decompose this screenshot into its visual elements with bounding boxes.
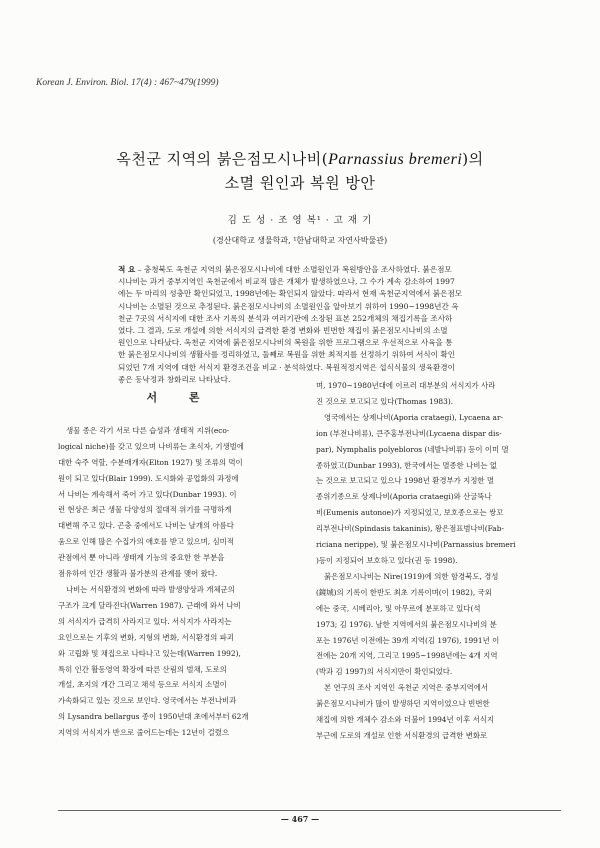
paragraph-line: 의 서식지가 급격히 사라지고 있다. 서식지가 사라지는 <box>58 616 232 626</box>
body-column-right <box>316 378 561 744</box>
paragraph-line: 의 Lysandra bellargus 종이 1950년대 초에서부터 62개 <box>58 712 249 722</box>
paragraph-line: 는 것으로 보고되고 있으나 1998년 환경부가 지정한 멸 <box>316 476 495 486</box>
paragraph-line: 비(Eumenis autonoe)가 지정되었고, 보호종으로는 쌍꼬 <box>316 508 504 518</box>
abstract-line: 한 붉은점모시나비의 생활사를 정리하였고, 둘째로 복원을 위한 최적지를 선정하기 위하여 서식이 확인 <box>118 350 456 360</box>
paragraph-line: 리부전나비(Spindasis takaninis), 왕은점표범나비(Fab- <box>316 524 504 534</box>
abstract-line: 였다. 그 결과, 도로 개설에 의한 서식지의 급격한 환경 변화와 빈번한 채집이 붉은점모시나비의 소멸 <box>118 326 448 336</box>
paragraph-line: 요인으로는 기후의 변화, 지형의 변화, 서식환경의 파괴 <box>58 632 234 642</box>
author-list: 김 도 성 · 조 영 복¹ · 고 재 기 <box>227 215 373 226</box>
journal-citation: Korean J. Environ. Biol. 17(4) : 467~479(1999) <box>36 78 219 88</box>
paragraph-line: par), Nymphalis polyebloros (네발나비류) 등이 이미 멸 <box>316 444 509 454</box>
title-latin-name: Parnassius bremeri <box>328 151 463 168</box>
footer-rule <box>58 810 561 811</box>
paragraph-line: 에는 중국, 시베리아, 및 아무르에 분포하고 있다(석 <box>316 603 481 613</box>
paragraph-line: 채집에 의한 개체수 감소와 더불어 1994년 이후 서식지 <box>316 715 495 725</box>
paragraph-line: 전에는 20개 지역, 그리고 1995~1998년에는 4개 지역 <box>316 651 498 661</box>
section-heading: 서 론 <box>146 391 214 404</box>
abstract-line: 원인으로 나타났다. 옥천군 지역에 붉은점모시나비의 복원을 위한 프로그램으로 우선적으로 사육을 통 <box>118 338 453 348</box>
abstract-label: 적 요 <box>118 265 136 274</box>
abstract-line: 에는 두 마리의 성충만 확인되었고, 1998년에는 확인되지 않았다. 따라서 현재 옥천군지역에서 붉은점모 <box>118 289 463 299</box>
page-number: — 467 — <box>280 814 320 824</box>
paragraph-line: 진 것으로 보고되고 있다(Thomas 1983). <box>316 396 454 406</box>
paragraph-line: 움으로 인해 많은 수집가의 애호를 받고 있으며, 심미적 <box>58 537 234 547</box>
paragraph-line: 구조가 크게 달라진다(Warren 1987). 근래에 와서 나비 <box>58 600 241 610</box>
paragraph-line: 영국에서는 상제나비(Aporia crataegi), Lycaena ar- <box>324 412 503 422</box>
paragraph-line: 와 고립화 및 채집으로 나타나고 있는데(Warren 1992), <box>58 648 241 658</box>
paragraph-line: 개설, 초지의 개간 그리고 채석 등으로 서식지 소멸이 <box>58 680 227 690</box>
paragraph-line: (박과 김 1997)의 서식지만이 확인되었다. <box>316 667 453 677</box>
affiliation: (경산대학교 생물학과, ¹한남대학교 자연사박물관) <box>212 236 388 245</box>
paragraph-line: 나비는 서식환경의 변화에 따라 발생양상과 개체군의 <box>66 584 235 594</box>
paragraph-line: 본 연구의 조사 지역인 옥천군 지역은 중부지역에서 <box>324 683 489 693</box>
paragraph-line: 지역의 서식지가 반으로 줄어드는데는 12년이 걸렸으 <box>58 728 230 738</box>
paragraph-line: 대한 숙주 역할, 수분매개자(Elton 1927) 및 조류의 먹이 <box>58 457 243 467</box>
paragraph-line: 종위기종으로 상제나비(Aporia crataegi)와 산굴뚝나 <box>316 492 492 502</box>
paragraph-line: 붉은점모시나비는 Nire(1919)에 의한 함경북도, 경성 <box>324 571 499 581</box>
paragraph-line: )등이 지정되어 보호하고 있다(권 등 1998). <box>316 555 458 565</box>
body-column-left <box>58 383 302 741</box>
paper-title-line2: 소멸 원인과 복원 방안 <box>224 174 376 192</box>
paragraph-line: 생물 종은 각기 서로 다른 습성과 생태적 지위(eco- <box>66 425 230 435</box>
paragraph-line: ion (부전나비류), 큰주홍부전나비(Lycaena dispar dis- <box>316 428 502 438</box>
paragraph-line: 가속화되고 있는 것으로 보인다. 영국에서는 부전나비과 <box>58 696 237 706</box>
abstract-line: 시나비는 과거 중부지역인 옥천군에서 비교적 많은 개체가 발생하였으나, 그 수가 계속 감소하여 1997 <box>118 277 455 287</box>
abstract <box>118 264 496 386</box>
abstract-text: 충청북도 옥천군 지역의 붉은점모시나비에 대한 소멸원인과 복원방안을 조사하였다. 붉은점모 <box>143 265 452 274</box>
paragraph-line: 붉은점모시나비가 많이 발생하던 지역이었으나 빈번한 <box>316 699 490 709</box>
paragraph-line: (鏡城)의 기록이 한반도 최초 기록이며(이 1982), 국외 <box>316 587 492 597</box>
paragraph-line: 특히 인간 활동영역 확장에 따른 산림의 벌채, 도로의 <box>58 664 227 674</box>
paragraph-line: 점유하여 인간 생활과 불가분의 관계를 맺어 왔다. <box>58 569 218 579</box>
paragraph-line: 며, 1970~1980년대에 이르러 대부분의 서식지가 사라 <box>316 381 496 390</box>
abstract-line: 적 요 – 충청북도 옥천군 지역의 붉은점모시나비에 대한 소멸원인과 복원방안을 조사하였다. 붉은점모 <box>118 265 452 274</box>
paper-title-line1 <box>0 148 600 169</box>
paragraph-line: logical niche)를 갖고 있으며 나비류는 초식자, 기생벌에 <box>58 441 244 451</box>
abstract-line: 시나비는 소멸된 것으로 추정된다. 붉은점모시나비의 소멸원인을 알아보기 위하여 1990~1998년간 옥 <box>118 301 459 311</box>
paragraph-line: 서 나비는 계속해서 죽어 가고 있다(Dunbar 1993). 이 <box>58 489 237 499</box>
paragraph-line: 포는 1976년 이전에는 39개 지역(김 1976), 1991년 이 <box>316 635 500 645</box>
title-suffix: )의 <box>462 150 484 168</box>
title-prefix: 옥천군 지역의 붉은점모시나비( <box>116 150 329 168</box>
abstract-line: 천군 7곳의 서식지에 대한 조사 기록의 분석과 여러기관에 소장된 표본 252개체의 채집기록을 조사하 <box>118 313 453 323</box>
paragraph-line: 대변해 주고 있다. 곤충 중에서도 나비는 날개의 아름다 <box>58 521 234 531</box>
paragraph-line: 런 현상은 최근 생물 다양성의 절대적 위기를 극명하게 <box>58 505 232 515</box>
paragraph-line: riciana nerippe), 및 붉은점모시나비(Parnassius bremeri <box>316 540 516 550</box>
abstract-line: 되었던 7개 지역에 대한 서식지 환경조건을 비교 · 분석하였다. 복원적정지역은 섭식식물의 생육환경이 <box>118 362 455 372</box>
paragraph-line: 관점에서 뿐 아니라 생태계 기능의 중요한 한 부분을 <box>58 553 225 563</box>
paragraph-line: 부근에 도로의 개설로 인한 서식환경의 급격한 변화로 <box>316 730 488 740</box>
paragraph-line: 종하였고(Dunbar 1993), 한국에서는 멸종한 나비는 없 <box>316 460 498 470</box>
paragraph-line: 1973; 김 1976). 남한 지역에서의 붉은점모시나비의 분 <box>316 619 497 629</box>
paragraph-line: 원이 되고 있다(Blair 1999). 도시화와 공업화의 과정에 <box>58 473 239 483</box>
abstract-line: 좋은 동낙정과 창화리로 나타났다. <box>118 374 231 384</box>
